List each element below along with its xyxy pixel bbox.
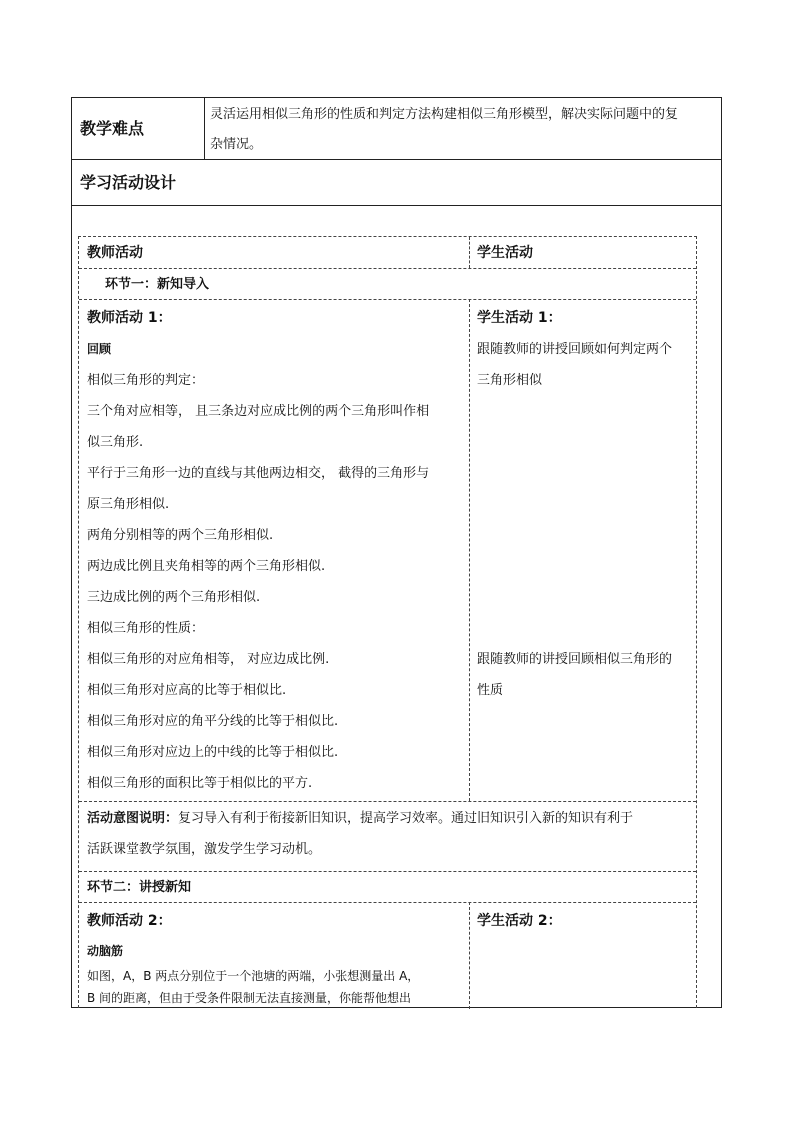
teacher-text-line: 相似三角形的判定： xyxy=(87,373,205,388)
teacher-text-line: 相似三角形对应的角平分线的比等于相似比. xyxy=(87,714,339,729)
activity-table xyxy=(78,236,697,1008)
intent-text: 活跃课堂教学氛围，激发学生学习动机。 xyxy=(87,842,322,857)
teacher-text-line: 似三角形. xyxy=(87,435,144,450)
column-divider xyxy=(469,237,470,268)
teacher-text-line: 两角分别相等的两个三角形相似. xyxy=(87,528,274,543)
section-title: 学习活动设计 xyxy=(72,160,721,206)
teacher-text-line: B 间的距离，但由于受条件限制无法直接测量，你能帮他想出 xyxy=(87,991,412,1005)
teacher-text-line: 相似三角形的对应角相等， 对应边成比例. xyxy=(87,652,330,667)
stage1-student-cell-b xyxy=(477,644,672,706)
stage1-teacher-cell xyxy=(87,303,429,799)
student-text-line: 三角形相似 xyxy=(477,373,543,388)
stage1-student-title: 学生活动 1： xyxy=(477,310,562,326)
header-teacher: 教师活动 xyxy=(87,245,143,261)
teacher-text-line: 平行于三角形一边的直线与其他两边相交， 截得的三角形与 xyxy=(87,466,430,481)
stage2-student-title: 学生活动 2： xyxy=(477,913,562,929)
student-text-line: 跟随教师的讲授回顾如何判定两个 xyxy=(477,342,673,357)
column-divider xyxy=(469,299,470,801)
stage2-teacher-cell xyxy=(87,906,419,1009)
stage1-teacher-title: 教师活动 1： xyxy=(87,310,172,326)
difficulty-label: 教学难点 xyxy=(72,98,205,159)
column-divider xyxy=(469,902,470,1009)
stage2-title: 环节二：讲授新知 xyxy=(87,880,192,895)
teacher-text-line: 相似三角形的面积比等于相似比的平方. xyxy=(87,776,313,791)
stage2-teacher-title: 教师活动 2： xyxy=(87,913,172,929)
teacher-text-line: 相似三角形的性质： xyxy=(87,621,205,636)
student-text-line: 性质 xyxy=(477,683,504,698)
difficulty-text-line: 灵活运用相似三角形的性质和判定方法构建相似三角形模型，解决实际问题中的复 xyxy=(210,107,679,122)
intent-text: 复习导入有利于衔接新旧知识，提高学习效率。通过旧知识引入新的知识有利于 xyxy=(178,811,634,826)
teacher-text-line: 原三角形相似. xyxy=(87,497,170,512)
teacher-text-line: 回顾 xyxy=(87,342,112,356)
header-student: 学生活动 xyxy=(477,245,533,261)
teacher-text-line: 三个角对应相等， 且三条边对应成比例的两个三角形叫作相 xyxy=(87,404,430,419)
student-text-line: 跟随教师的讲授回顾相似三角形的 xyxy=(477,652,673,667)
teacher-text-line: 相似三角形对应高的比等于相似比. xyxy=(87,683,287,698)
intent-label: 活动意图说明： xyxy=(87,811,179,826)
difficulty-content xyxy=(210,100,718,160)
stage1-intent xyxy=(87,803,692,865)
teacher-text-line: 动脑筋 xyxy=(87,944,124,958)
teacher-text-line: 相似三角形对应边上的中线的比等于相似比. xyxy=(87,745,339,760)
difficulty-text-line: 杂情况。 xyxy=(210,137,263,152)
stage2-student-cell xyxy=(477,906,562,937)
teacher-text-line: 如图，A，B 两点分别位于一个池塘的两端，小张想测量出 A， xyxy=(87,969,420,983)
stage1-student-cell xyxy=(477,303,672,396)
teacher-text-line: 两边成比例且夹角相等的两个三角形相似. xyxy=(87,559,326,574)
teacher-text-line: 三边成比例的两个三角形相似. xyxy=(87,590,261,605)
stage1-title: 环节一：新知导入 xyxy=(105,277,210,292)
difficulty-row xyxy=(72,98,721,160)
divider xyxy=(79,801,696,802)
